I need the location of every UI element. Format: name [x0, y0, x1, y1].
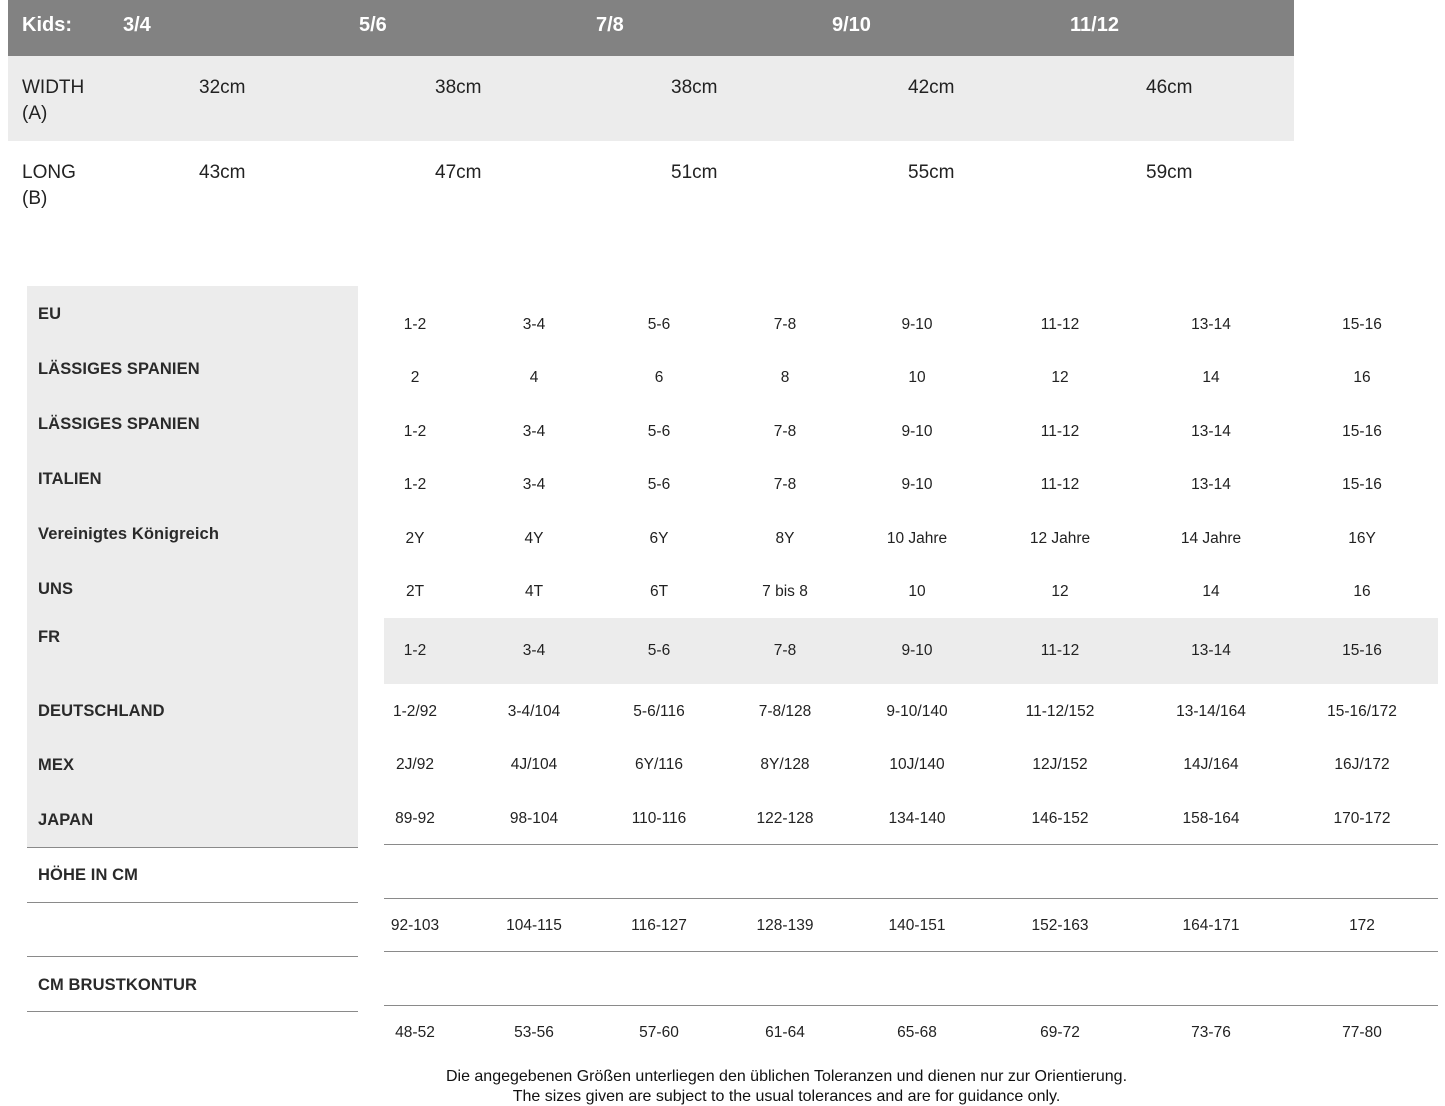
size-cell: 8Y/128: [760, 756, 810, 773]
long-value: 43cm: [199, 162, 246, 183]
height-cell: 172: [1349, 917, 1375, 934]
row-label: UNS: [38, 580, 74, 598]
size-cell: 12J/152: [1032, 756, 1088, 773]
size-cell: 146-152: [1031, 810, 1089, 827]
size-cell: 8Y: [775, 530, 795, 547]
size-cell: 7-8: [773, 476, 797, 493]
chest-cell: 73-76: [1191, 1024, 1231, 1041]
size-cell: 8: [780, 369, 790, 386]
chest-cell: 69-72: [1040, 1024, 1080, 1041]
divider: [27, 847, 358, 848]
size-cell: 5-6: [647, 476, 671, 493]
divider: [384, 1005, 1438, 1006]
height-cell: 164-171: [1182, 917, 1240, 934]
width-value: 32cm: [199, 77, 246, 98]
size-cell: 9-10: [901, 476, 933, 493]
size-cell: 3-4: [522, 316, 546, 333]
chest-cell: 65-68: [897, 1024, 937, 1041]
size-cell: 12: [1051, 583, 1069, 600]
size-cell: 4T: [524, 583, 544, 600]
row-label: ITALIEN: [38, 470, 102, 488]
long-value: 55cm: [908, 162, 955, 183]
size-cell: 5-6: [647, 316, 671, 333]
size-cell: 170-172: [1333, 810, 1391, 827]
size-cell: 3-4: [522, 423, 546, 440]
size-cell: 9-10: [901, 423, 933, 440]
size-cell: 11-12: [1040, 316, 1080, 333]
size-cell: 14: [1202, 369, 1220, 386]
size-cell: 13-14/164: [1176, 703, 1246, 720]
divider: [384, 844, 1438, 845]
long-value: 47cm: [435, 162, 482, 183]
divider: [27, 902, 358, 903]
size-cell: 10 Jahre: [886, 530, 948, 547]
size-header-9-10: 9/10: [832, 14, 871, 36]
size-cell: 1-2/92: [393, 703, 437, 720]
width-value: 42cm: [908, 77, 955, 98]
size-cell: 4Y: [524, 530, 544, 547]
width-row-label: WIDTH (A): [22, 77, 85, 124]
size-cell: 11-12/152: [1025, 703, 1095, 720]
height-cell: 128-139: [756, 917, 814, 934]
size-header-7-8: 7/8: [596, 14, 624, 36]
kids-label: Kids:: [22, 14, 72, 36]
size-cell: 2: [410, 369, 420, 386]
size-cell: 7-8: [773, 423, 797, 440]
size-cell: 11-12: [1040, 423, 1080, 440]
height-cell: 152-163: [1031, 917, 1089, 934]
size-cell: 11-12: [1040, 642, 1080, 659]
divider: [384, 898, 1438, 899]
row-label: DEUTSCHLAND: [38, 702, 165, 720]
size-cell: 7-8: [773, 642, 797, 659]
height-cell: 104-115: [506, 917, 562, 934]
size-cell: 134-140: [888, 810, 946, 827]
size-cell: 10: [908, 369, 926, 386]
long-value: 59cm: [1146, 162, 1193, 183]
chest-cell: 77-80: [1342, 1024, 1382, 1041]
size-cell: 15-16: [1342, 476, 1382, 493]
top-table-header: [8, 0, 1294, 56]
size-cell: 110-116: [631, 810, 687, 827]
size-cell: 1-2: [403, 642, 427, 659]
height-cell: 140-151: [888, 917, 946, 934]
size-cell: 14: [1202, 583, 1220, 600]
long-row-label: LONG (B): [22, 162, 76, 209]
row-label: FR: [38, 628, 61, 646]
size-cell: 9-10/140: [886, 703, 948, 720]
size-cell: 122-128: [756, 810, 814, 827]
size-cell: 16Y: [1348, 530, 1376, 547]
size-cell: 4J/104: [510, 756, 558, 773]
width-value: 38cm: [435, 77, 482, 98]
size-cell: 10J/140: [889, 756, 945, 773]
size-cell: 10: [908, 583, 926, 600]
size-cell: 5-6: [647, 423, 671, 440]
row-label: MEX: [38, 756, 75, 774]
row-label: LÄSSIGES SPANIEN: [38, 360, 200, 378]
height-label: HÖHE IN CM: [38, 866, 138, 884]
divider: [27, 956, 358, 957]
row-label: JAPAN: [38, 811, 94, 829]
row-label: Vereinigtes Königreich: [38, 525, 220, 543]
size-cell: 89-92: [395, 810, 435, 827]
chest-cell: 48-52: [395, 1024, 435, 1041]
size-cell: 7-8: [773, 316, 797, 333]
long-value: 51cm: [671, 162, 718, 183]
size-cell: 12: [1051, 369, 1069, 386]
size-cell: 13-14: [1191, 316, 1231, 333]
size-cell: 2T: [405, 583, 425, 600]
size-cell: 2Y: [405, 530, 425, 547]
row-label: LÄSSIGES SPANIEN: [38, 415, 200, 433]
size-cell: 6T: [649, 583, 669, 600]
chest-cell: 61-64: [765, 1024, 805, 1041]
size-cell: 15-16: [1342, 642, 1382, 659]
chest-cell: 57-60: [639, 1024, 679, 1041]
size-cell: 6: [654, 369, 664, 386]
size-cell: 15-16: [1342, 316, 1382, 333]
size-cell: 1-2: [403, 423, 427, 440]
size-cell: 4: [529, 369, 539, 386]
footer-note-de: Die angegebenen Größen unterliegen den üblichen Toleranzen und dienen nur zur Orientierung.: [445, 1068, 1128, 1085]
footer-note-en: The sizes given are subject to the usual tolerances and are for guidance only.: [512, 1088, 1061, 1105]
row-label: EU: [38, 305, 62, 323]
size-cell: 3-4: [522, 642, 546, 659]
size-cell: 158-164: [1182, 810, 1240, 827]
size-header-3-4: 3/4: [123, 14, 151, 36]
size-cell: 13-14: [1191, 642, 1231, 659]
size-cell: 12 Jahre: [1029, 530, 1091, 547]
size-cell: 13-14: [1191, 476, 1231, 493]
size-cell: 6Y: [649, 530, 669, 547]
divider: [27, 1011, 358, 1012]
chest-label: CM BRUSTKONTUR: [38, 976, 198, 994]
height-cell: 92-103: [390, 917, 440, 934]
size-cell: 16: [1353, 369, 1371, 386]
size-cell: 3-4/104: [507, 703, 561, 720]
size-cell: 3-4: [522, 476, 546, 493]
size-cell: 16: [1353, 583, 1371, 600]
size-cell: 15-16: [1342, 423, 1382, 440]
size-cell: 13-14: [1191, 423, 1231, 440]
size-cell: 9-10: [901, 316, 933, 333]
size-cell: 5-6: [647, 642, 671, 659]
size-cell: 1-2: [403, 476, 427, 493]
size-cell: 2J/92: [396, 756, 434, 773]
divider: [384, 951, 1438, 952]
size-header-11-12: 11/12: [1070, 14, 1119, 36]
size-cell: 1-2: [403, 316, 427, 333]
size-cell: 14J/164: [1183, 756, 1239, 773]
size-cell: 9-10: [901, 642, 933, 659]
width-value: 46cm: [1146, 77, 1193, 98]
size-cell: 14 Jahre: [1180, 530, 1242, 547]
size-cell: 7 bis 8: [762, 583, 808, 600]
chest-cell: 53-56: [514, 1024, 554, 1041]
width-value: 38cm: [671, 77, 718, 98]
size-cell: 5-6/116: [633, 703, 685, 720]
size-header-5-6: 5/6: [359, 14, 387, 36]
size-cell: 6Y/116: [635, 756, 683, 773]
size-cell: 7-8/128: [758, 703, 812, 720]
size-cell: 11-12: [1040, 476, 1080, 493]
size-cell: 15-16/172: [1327, 703, 1397, 720]
height-cell: 116-127: [631, 917, 687, 934]
size-cell: 16J/172: [1334, 756, 1390, 773]
size-cell: 98-104: [509, 810, 559, 827]
